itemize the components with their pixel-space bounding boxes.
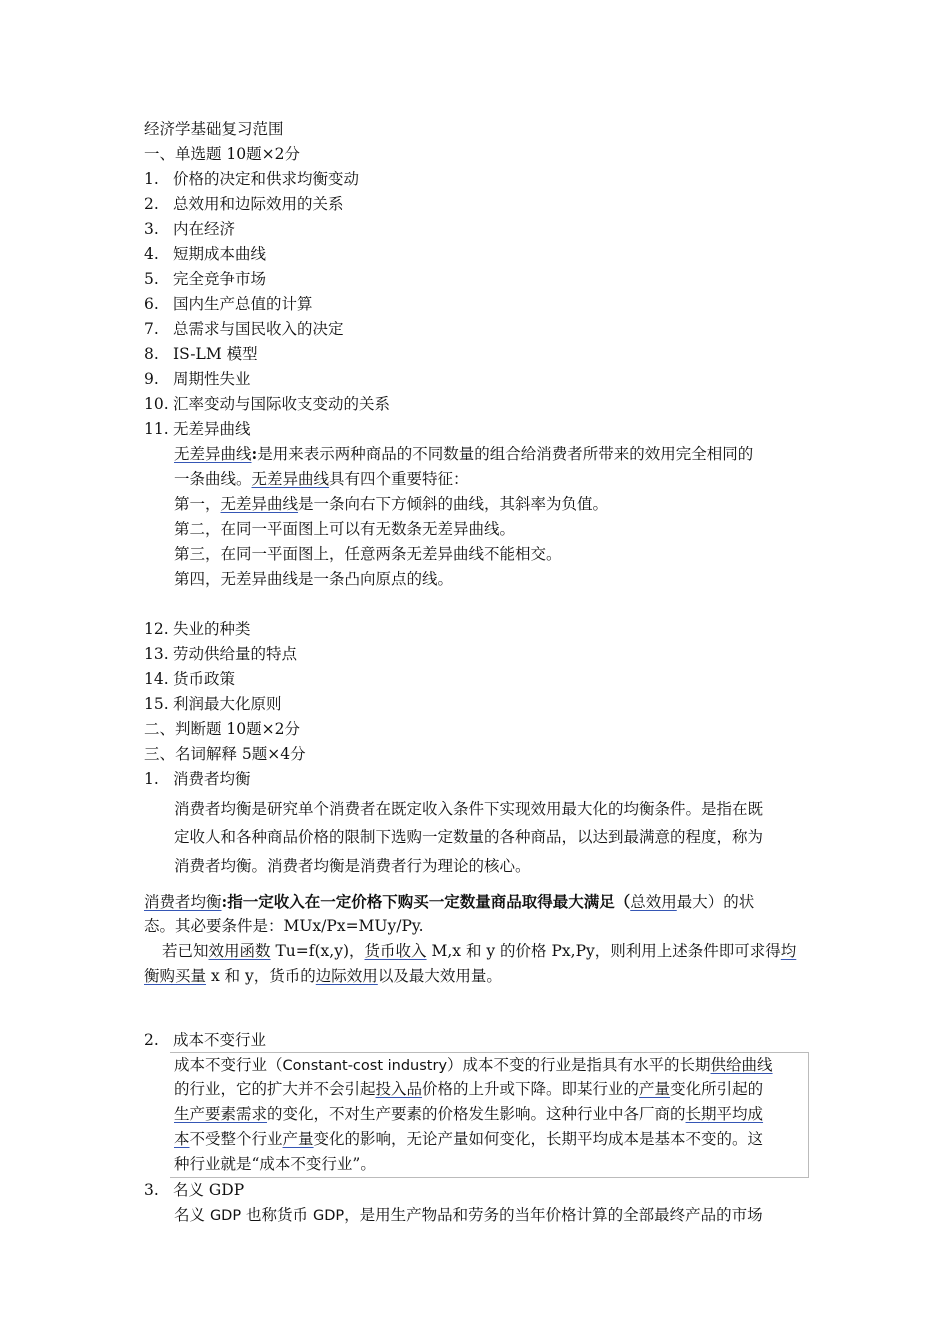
text-run: 以及最大效用量。 — [377, 967, 502, 985]
hyperlink-term[interactable]: 长期平均成 — [685, 1105, 764, 1123]
item-number: 3. — [144, 1181, 159, 1199]
item-number: 2. — [144, 195, 159, 213]
item-number: 6. — [144, 295, 159, 313]
item-text: 周期性失业 — [173, 370, 251, 388]
paragraph-line — [174, 1129, 763, 1149]
text-run: :指一定收入在一定价格下购买一定数量商品取得最大满足（ — [221, 892, 631, 911]
item-text: 劳动供给量的特点 — [173, 645, 298, 663]
item-text: 完全竞争市场 — [173, 270, 267, 288]
item-text: 失业的种类 — [173, 620, 251, 638]
item-number: 8. — [144, 345, 159, 363]
hyperlink-term[interactable]: 产量 — [639, 1080, 671, 1098]
paragraph-line: 第四，无差异曲线是一条凸向原点的线。 — [174, 570, 454, 588]
hyperlink-term[interactable]: 衡购买量 — [144, 967, 207, 985]
item-number: 4. — [144, 245, 159, 263]
hyperlink-term[interactable]: 均 — [780, 942, 797, 960]
paragraph-line — [144, 966, 502, 986]
text-run: 最大）的状 — [676, 893, 755, 911]
item-text: 短期成本曲线 — [173, 245, 267, 263]
list-item — [144, 1030, 266, 1050]
paragraph-line: 第二，在同一平面图上可以有无数条无差异曲线。 — [174, 520, 516, 538]
item-number: 11. — [144, 420, 169, 438]
item-number: 1. — [144, 170, 159, 188]
hyperlink-term[interactable]: 无差异曲线 — [220, 495, 299, 513]
hyperlink-term[interactable]: 无差异曲线 — [174, 445, 252, 463]
list-item — [144, 1180, 244, 1200]
colon: : — [251, 444, 258, 463]
text-run: 具有四个重要特征： — [329, 470, 469, 488]
hyperlink-term[interactable]: 生产要素需求 — [174, 1105, 268, 1123]
item-number: 15. — [144, 695, 169, 713]
hyperlink-term[interactable]: 供给曲线 — [710, 1056, 773, 1074]
item-number: 9. — [144, 370, 159, 388]
text-run: 是用来表示两种商品的不同数量的组合给消费者所带来的效用完全相同的 — [257, 445, 754, 463]
text-run: 名义 — [174, 1206, 210, 1224]
item-text: IS-LM 模型 — [173, 345, 258, 363]
list-item — [144, 194, 344, 214]
text-run: GDP — [312, 1208, 345, 1224]
item-text: 汇率变动与国际收支变动的关系 — [173, 395, 391, 413]
hyperlink-term[interactable]: 消费者均衡 — [144, 893, 222, 911]
item-text: 无差异曲线 — [173, 420, 251, 438]
item-number: 5. — [144, 270, 159, 288]
list-item — [144, 319, 344, 339]
text-run: 也称货币 — [241, 1206, 313, 1224]
hyperlink-term[interactable]: 本 — [174, 1130, 190, 1148]
text-run: 若已知 — [162, 942, 209, 960]
text-run: ，是用生产物品和劳务的当年价格计算的全部最终产品的市场 — [344, 1206, 763, 1224]
item-number: 1. — [144, 770, 159, 788]
item-text: 国内生产总值的计算 — [173, 295, 313, 313]
section-heading-true-false: 二、判断题 10题×2分 — [144, 720, 300, 738]
item-number: 3. — [144, 220, 159, 238]
paragraph-line — [162, 941, 796, 961]
text-run: 是一条向右下方倾斜的曲线，其斜率为负值。 — [298, 495, 609, 513]
text-run: GDP — [209, 1208, 242, 1224]
list-item — [144, 644, 297, 664]
paragraph-line — [144, 892, 754, 912]
list-item — [144, 769, 251, 789]
item-text: 总效用和边际效用的关系 — [173, 195, 344, 213]
text-run: ）成本不变的行业是指具有水平的长期 — [447, 1056, 711, 1074]
item-text: 货币政策 — [173, 670, 236, 688]
item-number: 7. — [144, 320, 159, 338]
text-run: 不受整个行业 — [189, 1130, 283, 1148]
text-run: 成本不变行业（ — [174, 1056, 283, 1074]
hyperlink-term[interactable]: 货币收入 — [364, 942, 427, 960]
list-item — [144, 344, 258, 364]
list-item — [144, 694, 282, 714]
text-run: 变化的影响，无论产量如何变化，长期平均成本是基本不变的。这 — [313, 1130, 764, 1148]
paragraph-line — [174, 1079, 763, 1099]
paragraph-line: 定收人和各种商品价格的限制下选购一定数量的各种商品，以达到最满意的程度，称为 — [174, 828, 764, 846]
item-number: 2. — [144, 1031, 159, 1049]
paragraph-line — [174, 1205, 763, 1226]
hyperlink-term[interactable]: 无差异曲线 — [251, 470, 330, 488]
paragraph-line: 消费者均衡。消费者均衡是消费者行为理论的核心。 — [174, 857, 531, 875]
text-run: 的行业，它的扩大并不会引起 — [174, 1080, 376, 1098]
item-text: 内在经济 — [173, 220, 236, 238]
item-text: 总需求与国民收入的决定 — [173, 320, 344, 338]
paragraph-line: 种行业就是“成本不变行业”。 — [174, 1155, 376, 1173]
paragraph-line: 第三，在同一平面图上，任意两条无差异曲线不能相交。 — [174, 545, 562, 563]
list-item — [144, 394, 390, 414]
paragraph-line — [174, 494, 608, 514]
item-text: 消费者均衡 — [173, 770, 251, 788]
paragraph-line: 消费者均衡是研究单个消费者在既定收入条件下实现效用最大化的均衡条件。是指在既 — [174, 800, 764, 818]
list-item — [144, 619, 251, 639]
paragraph-line: 态。其必要条件是：MUx/Px=MUy/Py. — [144, 917, 424, 935]
item-number: 10. — [144, 395, 169, 413]
text-run: 价格的上升或下降。即某行业的 — [422, 1080, 640, 1098]
item-number: 12. — [144, 620, 169, 638]
text-run: M,x 和 y 的价格 Px,Py，则利用上述条件即可求得 — [426, 942, 781, 960]
text-run: 变化所引起的 — [670, 1080, 764, 1098]
list-item — [144, 669, 235, 689]
text-run: x 和 y，货币的 — [206, 967, 316, 985]
text-run: Tu=f(x,y)， — [270, 942, 365, 960]
hyperlink-term[interactable]: 产量 — [282, 1130, 314, 1148]
item-text: 价格的决定和供求均衡变动 — [173, 170, 360, 188]
text-run: 的变化，不对生产要素的价格发生影响。这种行业中各厂商的 — [267, 1105, 686, 1123]
paragraph-line — [174, 469, 469, 489]
text-run: Constant-cost industry — [282, 1058, 448, 1074]
list-item — [144, 419, 251, 439]
hyperlink-term[interactable]: 边际效用 — [315, 967, 378, 985]
text-run: 第一， — [174, 495, 221, 513]
hyperlink-term[interactable]: 投入品 — [375, 1080, 423, 1098]
paragraph-line — [174, 444, 753, 464]
section-heading-term-definitions: 三、名词解释 5题×4分 — [144, 745, 306, 763]
list-item — [144, 219, 235, 239]
paragraph-line — [174, 1104, 763, 1124]
paragraph-line — [174, 1055, 773, 1076]
text-run: 一条曲线。 — [174, 470, 252, 488]
list-item — [144, 294, 313, 314]
list-item — [144, 369, 251, 389]
item-text: 利润最大化原则 — [173, 695, 282, 713]
hyperlink-term[interactable]: 总效用 — [630, 893, 677, 911]
list-item — [144, 169, 359, 189]
item-number: 13. — [144, 645, 169, 663]
item-text: 名义 GDP — [173, 1181, 245, 1199]
item-number: 14. — [144, 670, 169, 688]
list-item — [144, 244, 266, 264]
item-text: 成本不变行业 — [173, 1031, 267, 1049]
section-heading-single-choice: 一、单选题 10题×2分 — [144, 145, 300, 163]
document-title: 经济学基础复习范围 — [144, 120, 284, 138]
hyperlink-term[interactable]: 效用函数 — [208, 942, 271, 960]
list-item — [144, 269, 266, 289]
